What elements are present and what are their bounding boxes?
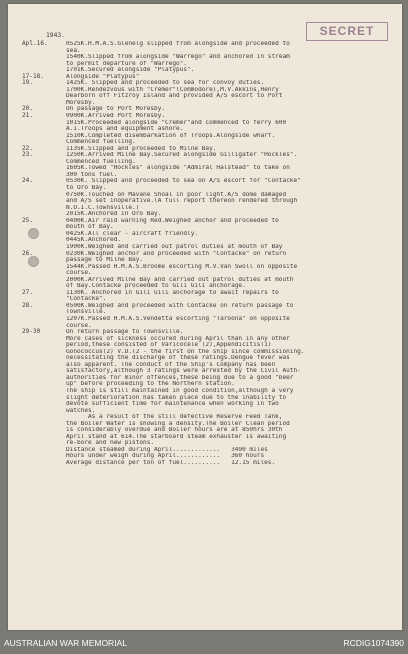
entry-text: period,these consisted of Varicocele (2),Appendicitis(1) [66,342,272,349]
entry-text: 1015K.Proceeded alongside "Cremer"and commenced to ferry 600 [66,119,287,126]
entry-text: Commenced fuelling. [66,158,136,165]
entry-text: 2015K.Anchored in Oro Bay. [66,211,162,218]
entry-date: 26. [22,249,34,257]
log-entries [22,41,394,467]
entry-date: 25. [22,216,34,224]
entry-text: Hours under weigh during April............ 360 hours [66,453,265,460]
entry-text: 1900K.Weighed and carried out patrol duties at mouth of Bay [66,243,283,250]
entry-date: 21. [22,112,34,120]
entry-text: 0500K.Weighed and proceeded with Contacke on return passage to [66,302,294,309]
entry-text: Distance steamed during April............. 3490 miles [66,446,268,453]
entry-text: Townsville. [66,309,107,316]
entry-text: 1510K.Completed disembarkation of Troops.Alongside wharf. [66,132,276,139]
document-page [8,4,402,630]
entry-date: 27. [22,288,34,296]
entry-text: 1425K. Slipped and proceeded to sea for convoy duties. [66,80,265,87]
entry-text: 1605K.Towed "Hockles" alongside "Admiral Halstead" to take on [66,165,290,172]
entry-text: slight deterioration has taken place due to the inability to [66,394,287,401]
entry-text: also apparent. The conduct of the Ship's Company has been [66,361,276,368]
entry-text: 1130K. Anchored in Gili Gili anchorage to await repairs to [66,289,279,296]
entry-text: necessitating the discharge of these ratings.Dengue fever was [66,355,290,362]
entry-date: 24. [22,177,34,185]
entry-date: 17-18. [22,72,45,80]
entry-text: course. [66,270,92,277]
log-entry [22,460,394,467]
entry-text: 1135K.Slipped and proceeded to Milne Bay. [66,145,217,152]
entry-text: 1250K.Arrived Milne Bay.Secured alongside Gilligater "Hockles". [66,152,298,159]
entry-text: On passage to Port Moresby. [66,106,166,113]
entry-text: On return passage to Townsville. [66,329,184,336]
year-heading: 1943. [46,32,65,39]
archive-reference: RCDIG1074390 [343,638,404,648]
entry-text: 0750K.Touched on Mavane Shoal in poor light.A/S dome damaged [66,191,287,198]
entry-text: satisfactory,although 3 ratings were arrested by the Civil Auth- [66,368,301,375]
archive-name: AUSTRALIAN WAR MEMORIAL [4,638,127,648]
entry-text: Average distance per ton of fuel.......... 12.15 miles. [66,460,276,466]
entry-text: authorities for minor offences,these being due to a good "beer [66,374,294,381]
entry-text: Moresby. [66,99,96,106]
entry-date [22,460,66,467]
entry-text: 300 tons fuel. [66,171,118,178]
entry-text: 0445K.Anchored. [66,237,122,244]
entry-text: Gonococcus(2) V.D.(2 - the first on the ship since commissioning. [66,348,305,355]
punch-hole [28,228,39,239]
entry-text: Alongside "Platypus" [66,73,140,80]
entry-text: 1207K.Passed H.M.A.S.Vendetta escorting "Taroona" on opposite [66,315,290,322]
entry-text: April stand at 614.The starboard steam exhauster is awaiting [66,433,287,440]
entry-date: Apl.16. [22,40,48,47]
entry-text: 0230K.Weighed anchor and proceeded with "Contacke" on return [66,250,287,257]
entry-text: 0900K.Arrived Port Moresby. [66,113,166,120]
archive-footer [0,632,408,654]
entry-text: the Boiler Water is showing a density.The Boiler Clean period [66,420,290,427]
entry-text: to permit departure of "Warrego". [66,60,188,67]
entry-text: 1700K.Rendezvous with "Cremer"(Commodore),M.V.Akkins,Henry [66,86,279,93]
entry-text: devote sufficient time for maintenance when working in two [66,401,279,408]
entry-text: 1701K.Secured alongside "Platypus". [66,67,195,74]
entry-text: The ship is still maintained in good condition,although a very [66,387,294,394]
entry-text: course. [66,322,92,329]
punch-hole [28,256,39,267]
entry-date: 19. [22,79,34,87]
entry-text: 2000K.Arrived Milne Bay and carried out patrol duties at mouth [66,276,294,283]
entry-text: passage to Milne Bay. [66,257,144,264]
entry-text: "Contacke". [66,296,107,303]
entry-text: and A/S set inoperative.(A full report thereon rendered through [66,198,298,205]
entry-date: 29-30 [22,328,41,336]
entry-text: watches. [66,407,96,414]
entry-text: More cases of sickness occured during April than in any other [66,335,290,342]
entry-text: mouth of Bay. [66,224,114,231]
entry-date: 22. [22,144,34,152]
entry-text: of Bay.Contacke proceeded to Gili Gili anchorage. [66,283,246,290]
entry-text: 0525K.H.M.A.S.Glenelg slipped from alongside and proceeded to [66,41,290,47]
entry-text: N.O.I.C.Townsville.) [66,204,140,211]
entry-text: re-bore and new pistons. [66,440,155,447]
entry-text: 0425K.All clear - aircraft friendly. [66,230,199,237]
entry-text: 0530K. Slipped and proceeded to sea on A/S escort for "Contacke" [66,178,301,185]
entry-text: 0400K.Air raid warning Red.Weighed anchor and proceeded to [66,217,279,224]
entry-text: 1544K.Passed H.M.A.S.Broome escorting M.V.Van Swoll on opposite [66,263,298,270]
entry-text: is considerably overdue and Boiler hours are at 850hrs 30th [66,427,283,434]
entry-text: Dearborn off Fitzroy Island and provided A/S escort to Port [66,93,283,100]
entry-text: A.I.Troops and equipment ashore. [66,126,184,133]
entry-text: up" before proceeding to the Northern station. [66,381,235,388]
entry-date: 28. [22,301,34,309]
entry-text: 1540K.Slipped from alongside "Warrego" and anchored in stream [66,54,290,61]
entry-text: Commenced fuelling. [66,139,136,146]
entry-text: to Oro Bay. [66,185,107,192]
entry-text: sea. [66,47,81,54]
entry-date: 23. [22,151,34,159]
entry-date: 20. [22,105,34,113]
entry-text: As a result of the still defective Reserve Feed Tank, [66,414,283,421]
secret-stamp: SECRET [306,22,388,41]
